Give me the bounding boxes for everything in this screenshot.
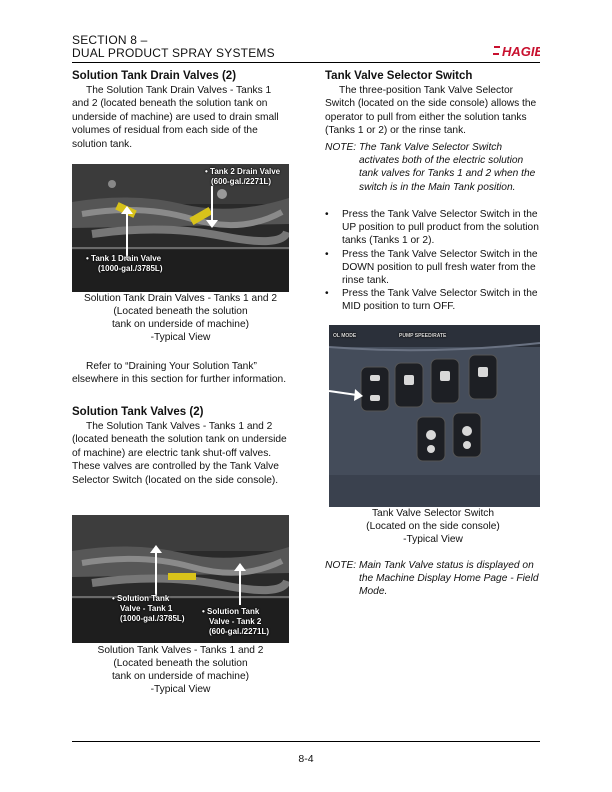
drain-valves-paragraph: The Solution Tank Drain Valves - Tanks 1 and 2 (located beneath the solution tank on underside of machine) are used to drain small volumes of residual from each side of the solution tank. bbox=[72, 85, 279, 150]
bullet-up: • Press the Tank Valve Selector Switch in the UP position to pull product from the solution tanks (Tanks 1 or 2). bbox=[325, 208, 541, 248]
footer-rule bbox=[72, 741, 540, 742]
selector-switch-photo bbox=[329, 325, 540, 507]
ol-mode-label: OL MODE bbox=[333, 333, 357, 339]
tank2-valve-label: • Solution Tank Valve - Tank 2 (600-gal./2271L) bbox=[202, 607, 270, 636]
tank-valves-caption: Solution Tank Valves - Tanks 1 and 2 (Located beneath the solution tank on underside of machine) -Typical View bbox=[97, 645, 264, 695]
bullet-mid: • Press the Tank Valve Selector Switch in the MID position to turn OFF. bbox=[325, 287, 541, 313]
selector-photo-caption: Tank Valve Selector Switch (Located on the side console) -Typical View bbox=[366, 508, 500, 545]
drain-valves-photo bbox=[72, 164, 289, 292]
tank1-valve-label: • Solution Tank Valve - Tank 1 (1000-gal./3785L) bbox=[112, 594, 185, 623]
display-note: NOTE: Main Tank Valve status is displayed on the Machine Display Home Page - Field Mode. bbox=[325, 560, 539, 598]
pump-speed-label: PUMP SPEED/RATE bbox=[399, 333, 447, 339]
section-title: DUAL PRODUCT SPRAY SYSTEMS bbox=[72, 46, 275, 60]
selector-switch-heading: Tank Valve Selector Switch bbox=[325, 70, 473, 82]
selector-instructions bbox=[325, 208, 541, 314]
tank-valves-heading: Solution Tank Valves (2) bbox=[72, 406, 204, 418]
section-number: SECTION 8 – bbox=[72, 33, 148, 47]
drain-photo-caption: Solution Tank Drain Valves - Tanks 1 and 2 (Located beneath the solution tank on underside of machine) -Typical View bbox=[83, 293, 278, 343]
tank-valves-photo bbox=[72, 515, 289, 643]
page-number: 8-4 bbox=[298, 753, 314, 765]
tank1-drain-label: • Tank 1 Drain Valve (1000-gal./3785L) bbox=[86, 254, 163, 273]
logo-text: HAGIE bbox=[502, 44, 540, 59]
selector-switch-paragraph: The three-position Tank Valve Selector Switch (located on the side console) allows the operator to pull from either the solution tanks (Tanks 1 or 2) or the rinse tank. bbox=[325, 85, 537, 137]
hagie-logo bbox=[492, 42, 540, 60]
tank2-drain-label: • Tank 2 Drain Valve (600-gal./2271L) bbox=[205, 167, 281, 186]
selector-note: NOTE: The Tank Valve Selector Switch activates both of the electric solution tank valves for Tanks 1 and 2 when the switch is in the Main Tank position. bbox=[325, 142, 536, 193]
bullet-down: • Press the Tank Valve Selector Switch in the DOWN position to pull fresh water from the rinse tank. bbox=[325, 248, 541, 288]
header-rule bbox=[72, 62, 540, 63]
refer-paragraph: Refer to “Draining Your Solution Tank” elsewhere in this section for further information. bbox=[72, 361, 287, 386]
tank-valves-paragraph: The Solution Tank Valves - Tanks 1 and 2 (located beneath the solution tank on underside of machine) are electric tank shut-off valves. These valves are controlled by the Tank Valve Selector Switch (located on the side console). bbox=[72, 421, 287, 486]
drain-valves-heading: Solution Tank Drain Valves (2) bbox=[72, 70, 237, 82]
